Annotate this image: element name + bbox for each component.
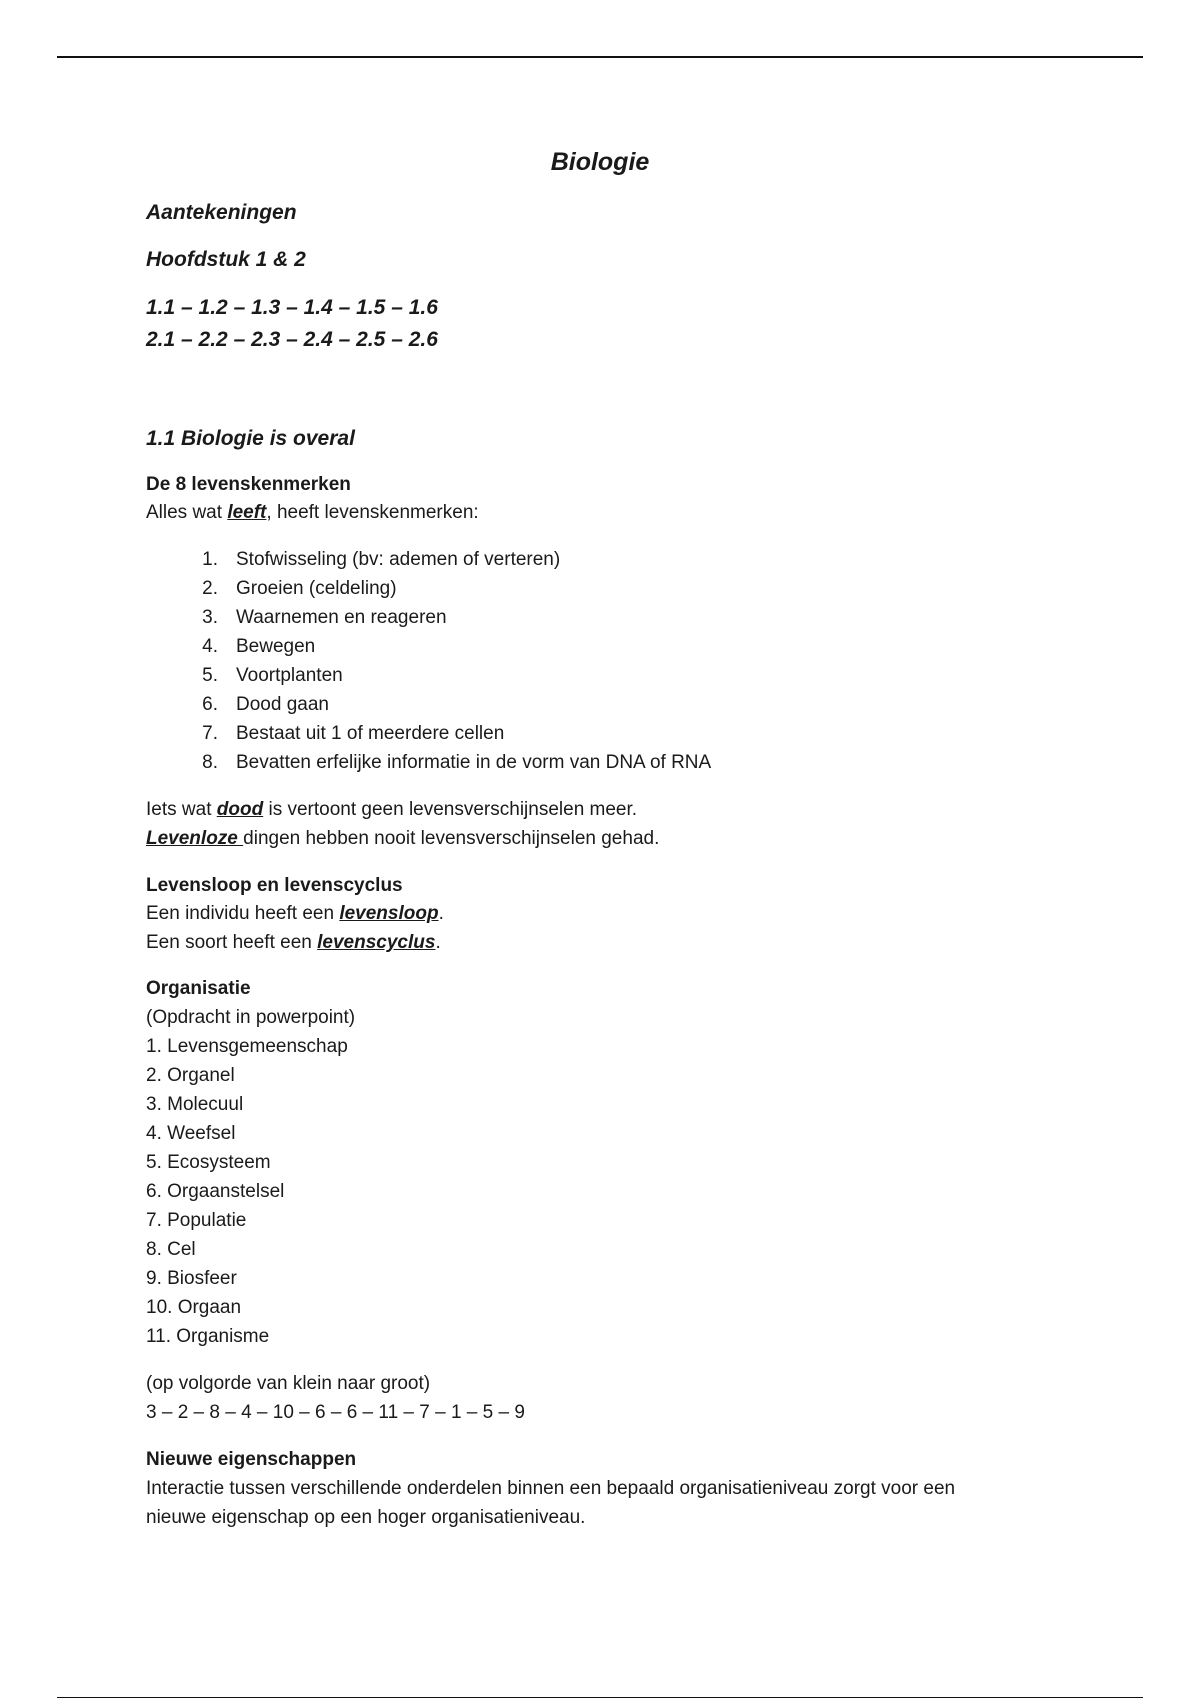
sections-row-2: 2.1 – 2.2 – 2.3 – 2.4 – 2.5 – 2.6 [146, 328, 438, 351]
kenmerk-text: Bevatten erfelijke informatie in de vorm van DNA of RNA [236, 752, 712, 773]
kenmerk-text: Voortplanten [236, 665, 343, 686]
kenmerk-number: 6. [202, 694, 218, 715]
kenmerk-text: Stofwisseling (bv: ademen of verteren) [236, 549, 561, 570]
organisatie-item: 1. Levensgemeenschap [146, 1036, 348, 1057]
kenmerk-text: Waarnemen en reageren [236, 607, 447, 628]
kenmerk-item [182, 549, 560, 571]
kenmerk-number: 4. [202, 636, 218, 657]
kenmerk-text: Dood gaan [236, 694, 329, 715]
kenmerk-number: 7. [202, 723, 218, 744]
organisatie-item: 4. Weefsel [146, 1123, 236, 1144]
organisatie-item: 10. Orgaan [146, 1297, 242, 1318]
organisatie-item: 5. Ecosysteem [146, 1152, 271, 1173]
order-sequence: 3 – 2 – 8 – 4 – 10 – 6 – 6 – 11 – 7 – 1 – 5 – 9 [146, 1402, 525, 1423]
levenloze-line [146, 828, 659, 850]
section-heading: 1.1 Biologie is overal [146, 427, 355, 450]
kenmerk-item [182, 694, 329, 716]
levenloze-emphasis: Levenloze [146, 828, 244, 849]
levensloop-heading: Levensloop en levenscyclus [146, 875, 403, 896]
kenmerk-item [182, 723, 504, 745]
kenmerk-item [182, 636, 315, 658]
organisatie-item: 6. Orgaanstelsel [146, 1181, 285, 1202]
levensloop-text-before: Een individu heeft een [146, 903, 340, 924]
levenscyclus-line [146, 932, 441, 954]
organisatie-item: 9. Biosfeer [146, 1268, 237, 1289]
kenmerk-text: Groeien (celdeling) [236, 578, 397, 599]
organisatie-heading: Organisatie [146, 978, 251, 999]
kenmerken-intro [146, 502, 479, 524]
levenscyclus-text-before: Een soort heeft een [146, 932, 318, 953]
kenmerk-number: 5. [202, 665, 218, 686]
subtitle: Aantekeningen [146, 201, 297, 224]
organisatie-item: 3. Molecuul [146, 1094, 244, 1115]
eigenschappen-heading: Nieuwe eigenschappen [146, 1449, 357, 1470]
document-title: Biologie [550, 148, 650, 176]
top-rule [57, 56, 1143, 58]
dood-text-after: is vertoont geen levensverschijnselen meer. [263, 799, 638, 820]
dood-emphasis: dood [216, 799, 264, 820]
dood-text-before: Iets wat [146, 799, 217, 820]
dood-line [146, 799, 637, 821]
organisatie-item: 8. Cel [146, 1239, 196, 1260]
levensloop-text-after: . [438, 903, 444, 924]
kenmerk-item [182, 665, 343, 687]
intro-emphasis: leeft [227, 502, 267, 523]
organisatie-item: 7. Populatie [146, 1210, 247, 1231]
kenmerk-item [182, 578, 397, 600]
kenmerk-number: 8. [202, 752, 218, 773]
kenmerk-text: Bestaat uit 1 of meerdere cellen [236, 723, 505, 744]
levenloze-text-after: dingen hebben nooit levensverschijnselen gehad. [243, 828, 660, 849]
intro-text-before: Alles wat [146, 502, 228, 523]
eigenschappen-line-1: Interactie tussen verschillende onderdelen binnen een bepaald organisatieniveau zorgt voor een [146, 1478, 956, 1499]
intro-text-after: , heeft levenskenmerken: [266, 502, 479, 523]
order-note: (op volgorde van klein naar groot) [146, 1373, 431, 1394]
organisatie-note: (Opdracht in powerpoint) [146, 1007, 356, 1028]
kenmerk-item [182, 752, 711, 774]
kenmerk-item [182, 607, 447, 629]
eigenschappen-line-2: nieuwe eigenschap op een hoger organisatieniveau. [146, 1507, 586, 1528]
levenscyclus-text-after: . [435, 932, 441, 953]
kenmerken-heading: De 8 levenskenmerken [146, 474, 351, 495]
levenscyclus-emphasis: levenscyclus [317, 932, 436, 953]
bottom-rule [57, 1697, 1143, 1698]
levensloop-line [146, 903, 444, 925]
organisatie-item: 11. Organisme [146, 1326, 270, 1347]
levensloop-emphasis: levensloop [339, 903, 439, 924]
kenmerk-text: Bewegen [236, 636, 316, 657]
sections-row-1: 1.1 – 1.2 – 1.3 – 1.4 – 1.5 – 1.6 [146, 296, 438, 319]
kenmerk-number: 2. [202, 578, 218, 599]
kenmerk-number: 3. [202, 607, 218, 628]
kenmerk-number: 1. [202, 549, 218, 570]
organisatie-item: 2. Organel [146, 1065, 235, 1086]
chapter-heading: Hoofdstuk 1 & 2 [146, 248, 306, 271]
